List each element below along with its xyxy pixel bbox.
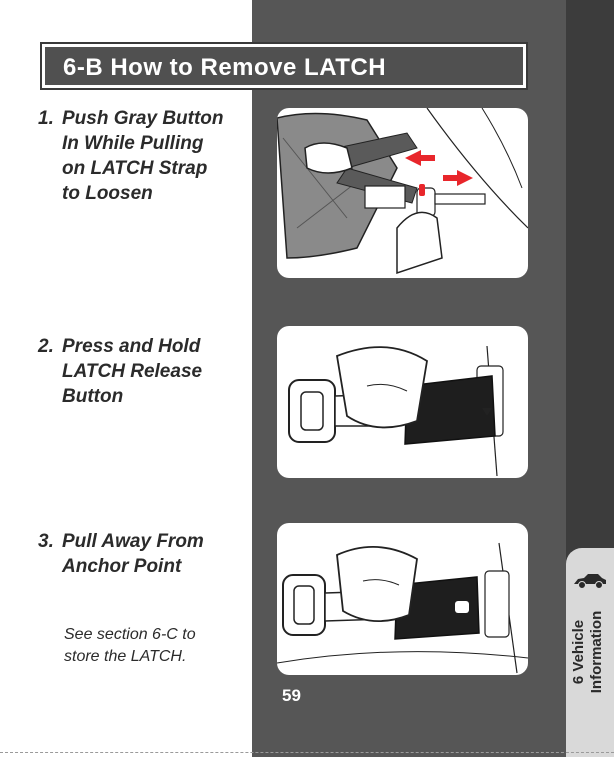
step-line: LATCH Release <box>62 361 203 382</box>
note-line: store the LATCH. <box>64 648 187 665</box>
step-line: Pull Away From <box>62 531 204 552</box>
storage-note <box>64 624 254 668</box>
step-line: Anchor Point <box>62 556 182 577</box>
section-tab-line2: Information <box>588 610 605 694</box>
step-2 <box>38 334 248 409</box>
step-line: Push Gray Button <box>62 108 224 129</box>
section-tab-label <box>570 588 610 716</box>
step-1 <box>38 106 248 206</box>
illustration-pull-away <box>277 523 528 675</box>
note-line: See section 6-C to <box>64 626 196 643</box>
step-line: on LATCH Strap <box>62 158 208 179</box>
section-tab-line1: 6 Vehicle <box>570 619 587 685</box>
step-line: Press and Hold <box>62 336 201 357</box>
page-bottom-border <box>0 752 614 753</box>
illustration-loosen-strap <box>277 108 528 278</box>
step-line: Button <box>62 386 124 407</box>
step-number: 2. <box>38 336 54 357</box>
step-number: 3. <box>38 531 54 552</box>
step-line: In While Pulling <box>62 133 204 154</box>
page-number: 59 <box>282 686 301 705</box>
section-title: 6-B How to Remove LATCH <box>63 54 387 81</box>
illustration-press-release <box>277 326 528 478</box>
step-number: 1. <box>38 108 54 129</box>
section-title-box <box>42 44 526 88</box>
step-line: to Loosen <box>62 183 153 204</box>
step-3 <box>38 529 248 579</box>
